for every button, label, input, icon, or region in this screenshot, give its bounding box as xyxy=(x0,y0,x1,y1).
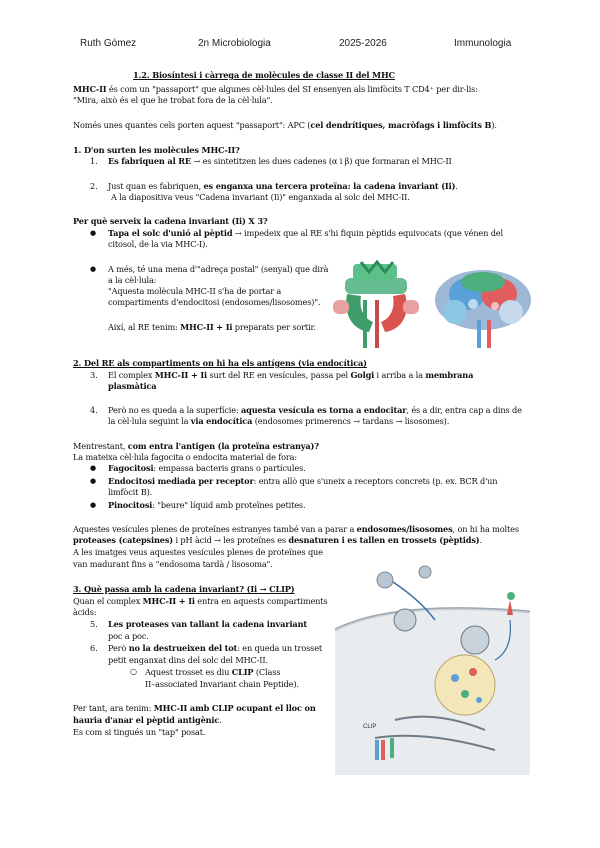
why-bullet-3: Així, al RE tenim: MHC-II + Ii preparats per sortir. xyxy=(108,322,316,332)
late-endosome xyxy=(435,655,495,715)
header-subject: Immunologia xyxy=(454,38,512,49)
sub-bullet-icon: ○ xyxy=(130,667,137,676)
q3-conclusion-3: Es com si tingués un "tap" posat. xyxy=(73,727,206,737)
why-bullet-2-l2: a la cèl·lula: xyxy=(108,275,157,285)
header-course: 2n Microbiologia xyxy=(198,38,271,49)
antigen-processing-pathway-figure xyxy=(335,560,530,775)
header-year: 2025-2026 xyxy=(339,38,387,49)
q3-sub-bullet: Aquest trosset es diu CLIP (Class xyxy=(145,667,281,677)
q3-item-6-cont: petit enganxat dins del solc del MHC-II. xyxy=(108,655,268,665)
q1-item-1: Es fabriquen al RE → es sintetitzen les dues cadenes (α i β) que formaran el MHC-II xyxy=(108,156,452,166)
apc-line: Només unes quantes cels porten aquest "passaport": APC (cel dendrítiques, macròfags i limfòcits B). xyxy=(73,120,497,130)
q3-intro-1: Quan el complex MHC-II + Ii entra en aquests compartiments xyxy=(73,596,328,606)
q3-conclusion-1: Per tant, ara tenim: MHC-II amb CLIP ocupant el lloc on xyxy=(73,703,316,713)
q3-conclusion-2: hauria d'anar el pèptid antigènic. xyxy=(73,715,222,725)
meanwhile-bullet-1: Fagocitosi: empassa bacteris grans o partícules. xyxy=(108,463,306,473)
mhc-ii-ribbon-left xyxy=(333,262,419,348)
vesicles-line-3: A les imatges veus aquestes vesícules plenes de proteïnes que xyxy=(73,547,323,557)
q2-item-4-cont: la cèl·lula seguint la via endocítica (endosomes primerencs → tardans → lisosomes). xyxy=(108,416,450,426)
bullet-icon: ● xyxy=(90,501,97,509)
q3-sub-bullet-cont: II–associated Invariant chain Peptide). xyxy=(145,679,299,689)
intro-line-2: "Mira, això és el que he trobat fora de la cèl·lula". xyxy=(73,95,273,105)
section-title: 1.2. Biosíntesi i càrrega de molècules de classe II del MHC xyxy=(133,70,395,80)
meanwhile-bullet-3: Pinocitosi: "beure" líquid amb proteïnes petites. xyxy=(108,500,306,510)
vesicles-line-2: proteases (catepsines) i pH àcid → les proteïnes es desnaturen i es tallen en trossets (pèptids). xyxy=(73,535,482,545)
meanwhile-title: Mentrestant, com entra l'antigen (la proteïna estranya)? xyxy=(73,441,319,451)
q3-item-5-cont: poc a poc. xyxy=(108,631,149,641)
meanwhile-bullet-2-cont: limfòcit B). xyxy=(108,487,153,497)
bullet-icon: ● xyxy=(90,265,97,273)
q1-title: 1. D'on surten les molècules MHC-II? xyxy=(73,145,240,155)
q2-item-3-cont: plasmàtica xyxy=(108,381,157,391)
q3-item-6: Però no la destrueixen del tot: en queda un trosset xyxy=(108,643,323,653)
why-bullet-2-l1: A més, té una mena d'"adreça postal" (senyal) que dirà xyxy=(108,264,329,274)
why-bullet-1: Tapa el solc d'unió al pèptid → impedeix que al RE s'hi fiquin pèptids equivocats (que vénen del xyxy=(108,228,503,238)
q3-intro-2: àcids: xyxy=(73,607,97,617)
why-bullet-1-cont: citosol, de la via MHC-I). xyxy=(108,239,208,249)
q2-title: 2. Del RE als compartiments on hi ha els antígens (via endocítica) xyxy=(73,358,367,368)
intro-line-1: MHC-II és com un "passaport" que algunes cèl·lules del SI ensenyen als limfòcits T CD4⁺ per dir-lis: xyxy=(73,84,478,94)
mhc-ii-invariant-chain-figure xyxy=(333,260,533,350)
meanwhile-bullet-2: Endocitosi mediada per receptor: entra allò que s'uneix a receptors concrets (p. ex. BCR d'un xyxy=(108,476,498,486)
header-author: Ruth Gómez xyxy=(80,38,137,49)
clip-label: CLIP xyxy=(363,724,377,730)
q3-title: 3. Què passa amb la cadena invariant? (Ii → CLIP) xyxy=(73,584,295,594)
meanwhile-intro: La mateixa cèl·lula fagocita o endocita material de fora: xyxy=(73,452,297,462)
q1-item-2: Just quan es fabriquen, es enganxa una tercera proteïna: la cadena invariant (Ii). xyxy=(108,181,458,191)
bullet-icon: ● xyxy=(90,477,97,485)
q1-item-2-sub: A la diapositiva veus "Cadena invariant (Ii)" enganxada al solc del MHC-II. xyxy=(111,192,410,202)
bullet-icon: ● xyxy=(90,464,97,472)
vesicles-line-4: van madurant fins a "endosoma tardà / lisosoma". xyxy=(73,559,273,569)
vesicles-line-1: Aquestes vesícules plenes de proteïnes estranyes també van a parar a endosomes/lisosomes, on hi ha moltes xyxy=(73,524,519,534)
mhc-ii-surface-right xyxy=(435,270,531,348)
why-title: Per què serveix la cadena invariant (Ii) X 3? xyxy=(73,216,268,226)
bullet-icon: ● xyxy=(90,229,97,237)
q2-item-3: El complex MHC-II + Ii surt del RE en vesícules, passa pel Golgi i arriba a la membrana xyxy=(108,370,474,380)
q2-item-4: Però no es queda a la superfície: aquesta vesícula es torna a endocitar, és a dir, entra cap a dins de xyxy=(108,405,522,415)
q3-item-5: Les proteases van tallant la cadena invariant xyxy=(108,619,308,629)
why-bullet-2-l3: "Aquesta molècula MHC-II s'ha de portar a xyxy=(108,286,282,296)
why-bullet-2-l4: compartiments d'endocitosi (endosomes/lisosomes)". xyxy=(108,297,321,307)
